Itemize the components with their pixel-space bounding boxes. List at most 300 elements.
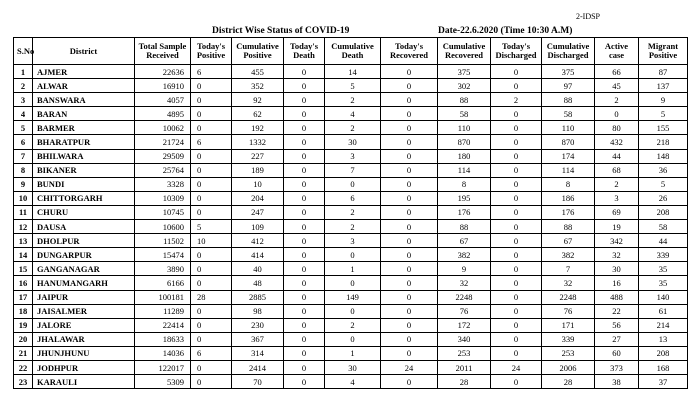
cell-cumulative-positive: 2414 — [232, 360, 284, 374]
cell-district: BANSWARA — [33, 93, 135, 107]
table-row — [14, 65, 688, 79]
cell-todays-discharged: 0 — [491, 149, 542, 163]
cell-todays-recovered: 0 — [381, 262, 438, 276]
cell-todays-positive: 6 — [191, 65, 232, 79]
cell-total-sample: 4057 — [135, 93, 191, 107]
cell-cumulative-discharged: 67 — [542, 234, 595, 248]
cell-todays-death: 0 — [284, 107, 325, 121]
cell-todays-recovered: 0 — [381, 304, 438, 318]
cell-total-sample: 5309 — [135, 375, 191, 389]
cell-cumulative-positive: 455 — [232, 65, 284, 79]
table-row — [14, 276, 688, 290]
cell-cumulative-positive: 227 — [232, 149, 284, 163]
cell-todays-positive: 0 — [191, 375, 232, 389]
cell-sno: 1 — [14, 65, 33, 79]
cell-cumulative-discharged: 171 — [542, 318, 595, 332]
cell-sno: 15 — [14, 262, 33, 276]
cell-total-sample: 4895 — [135, 107, 191, 121]
cell-todays-discharged: 0 — [491, 346, 542, 360]
cell-district: BARMER — [33, 121, 135, 135]
cell-total-sample: 29509 — [135, 149, 191, 163]
cell-migrant-positive: 61 — [639, 304, 688, 318]
cell-todays-positive: 0 — [191, 318, 232, 332]
cell-todays-positive: 0 — [191, 276, 232, 290]
cell-sno: 3 — [14, 93, 33, 107]
header-active-case: Active case — [595, 38, 639, 65]
table-row — [14, 220, 688, 234]
cell-todays-discharged: 0 — [491, 375, 542, 389]
cell-total-sample: 15474 — [135, 248, 191, 262]
cell-cumulative-discharged: 7 — [542, 262, 595, 276]
cell-todays-death: 0 — [284, 290, 325, 304]
cell-active-case: 80 — [595, 121, 639, 135]
cell-cumulative-discharged: 186 — [542, 191, 595, 205]
cell-todays-death: 0 — [284, 346, 325, 360]
cell-migrant-positive: 58 — [639, 220, 688, 234]
cell-total-sample: 21724 — [135, 135, 191, 149]
cell-todays-recovered: 0 — [381, 248, 438, 262]
cell-active-case: 2 — [595, 177, 639, 191]
cell-sno: 21 — [14, 346, 33, 360]
cell-district: HANUMANGARH — [33, 276, 135, 290]
table-row — [14, 135, 688, 149]
cell-todays-recovered: 0 — [381, 163, 438, 177]
cell-district: DHOLPUR — [33, 234, 135, 248]
document-code-label: 2-IDSP — [576, 12, 601, 21]
cell-cumulative-positive: 204 — [232, 191, 284, 205]
cell-district: CHITTORGARH — [33, 191, 135, 205]
cell-cumulative-death: 2 — [325, 318, 381, 332]
cell-cumulative-positive: 189 — [232, 163, 284, 177]
cell-total-sample: 10309 — [135, 191, 191, 205]
cell-cumulative-discharged: 2248 — [542, 290, 595, 304]
table-row — [14, 248, 688, 262]
cell-cumulative-death: 6 — [325, 191, 381, 205]
cell-cumulative-discharged: 58 — [542, 107, 595, 121]
cell-district: BUNDI — [33, 177, 135, 191]
cell-cumulative-recovered: 340 — [438, 332, 491, 346]
table-row — [14, 149, 688, 163]
cell-sno: 6 — [14, 135, 33, 149]
cell-migrant-positive: 137 — [639, 79, 688, 93]
cell-cumulative-recovered: 9 — [438, 262, 491, 276]
cell-cumulative-positive: 412 — [232, 234, 284, 248]
cell-todays-discharged: 0 — [491, 220, 542, 234]
cell-todays-positive: 0 — [191, 262, 232, 276]
cell-active-case: 38 — [595, 375, 639, 389]
cell-cumulative-positive: 1332 — [232, 135, 284, 149]
cell-district: JHUNJHUNU — [33, 346, 135, 360]
cell-cumulative-discharged: 2006 — [542, 360, 595, 374]
cell-cumulative-discharged: 375 — [542, 65, 595, 79]
cell-todays-discharged: 0 — [491, 262, 542, 276]
cell-todays-recovered: 0 — [381, 121, 438, 135]
table-row — [14, 346, 688, 360]
cell-total-sample: 16910 — [135, 79, 191, 93]
cell-todays-death: 0 — [284, 262, 325, 276]
cell-cumulative-positive: 10 — [232, 177, 284, 191]
cell-todays-death: 0 — [284, 318, 325, 332]
cell-cumulative-recovered: 88 — [438, 220, 491, 234]
cell-sno: 20 — [14, 332, 33, 346]
cell-cumulative-death: 7 — [325, 163, 381, 177]
cell-todays-positive: 0 — [191, 304, 232, 318]
cell-todays-recovered: 0 — [381, 107, 438, 121]
cell-cumulative-death: 0 — [325, 332, 381, 346]
cell-sno: 17 — [14, 290, 33, 304]
table-row — [14, 375, 688, 389]
cell-active-case: 60 — [595, 346, 639, 360]
cell-todays-positive: 0 — [191, 107, 232, 121]
cell-todays-discharged: 0 — [491, 304, 542, 318]
cell-district: BHARATPUR — [33, 135, 135, 149]
header-cumulative-recovered: Cumulative Recovered — [438, 38, 491, 65]
cell-cumulative-discharged: 28 — [542, 375, 595, 389]
cell-todays-death: 0 — [284, 121, 325, 135]
cell-cumulative-positive: 414 — [232, 248, 284, 262]
table-row — [14, 290, 688, 304]
cell-cumulative-death: 2 — [325, 205, 381, 219]
cell-total-sample: 18633 — [135, 332, 191, 346]
cell-cumulative-positive: 352 — [232, 79, 284, 93]
cell-todays-positive: 6 — [191, 135, 232, 149]
cell-cumulative-discharged: 176 — [542, 205, 595, 219]
header-todays-death: Today's Death — [284, 38, 325, 65]
cell-todays-discharged: 0 — [491, 332, 542, 346]
cell-todays-recovered: 0 — [381, 65, 438, 79]
cell-todays-death: 0 — [284, 135, 325, 149]
cell-cumulative-death: 30 — [325, 360, 381, 374]
cell-todays-discharged: 0 — [491, 290, 542, 304]
cell-cumulative-positive: 92 — [232, 93, 284, 107]
header-todays-recovered: Today's Recovered — [381, 38, 438, 65]
cell-district: AJMER — [33, 65, 135, 79]
cell-migrant-positive: 155 — [639, 121, 688, 135]
cell-sno: 12 — [14, 220, 33, 234]
cell-todays-death: 0 — [284, 234, 325, 248]
cell-todays-death: 0 — [284, 304, 325, 318]
cell-cumulative-death: 4 — [325, 107, 381, 121]
cell-todays-positive: 0 — [191, 93, 232, 107]
cell-cumulative-discharged: 76 — [542, 304, 595, 318]
cell-todays-discharged: 0 — [491, 248, 542, 262]
cell-cumulative-recovered: 195 — [438, 191, 491, 205]
cell-migrant-positive: 9 — [639, 93, 688, 107]
cell-cumulative-death: 2 — [325, 121, 381, 135]
cell-cumulative-recovered: 176 — [438, 205, 491, 219]
cell-migrant-positive: 26 — [639, 191, 688, 205]
cell-cumulative-recovered: 110 — [438, 121, 491, 135]
cell-total-sample: 10745 — [135, 205, 191, 219]
cell-todays-positive: 0 — [191, 121, 232, 135]
cell-cumulative-death: 1 — [325, 346, 381, 360]
cell-cumulative-death: 3 — [325, 149, 381, 163]
cell-sno: 9 — [14, 177, 33, 191]
table-row — [14, 234, 688, 248]
cell-cumulative-recovered: 28 — [438, 375, 491, 389]
cell-cumulative-discharged: 253 — [542, 346, 595, 360]
cell-sno: 13 — [14, 234, 33, 248]
cell-district: DUNGARPUR — [33, 248, 135, 262]
cell-cumulative-recovered: 67 — [438, 234, 491, 248]
cell-migrant-positive: 5 — [639, 107, 688, 121]
cell-active-case: 32 — [595, 248, 639, 262]
cell-todays-death: 0 — [284, 220, 325, 234]
cell-todays-discharged: 0 — [491, 318, 542, 332]
report-date: Date-22.6.2020 (Time 10:30 A.M) — [438, 26, 573, 36]
cell-migrant-positive: 35 — [639, 276, 688, 290]
cell-todays-discharged: 24 — [491, 360, 542, 374]
cell-todays-recovered: 0 — [381, 220, 438, 234]
cell-cumulative-positive: 62 — [232, 107, 284, 121]
header-migrant-positive: Migrant Positive — [639, 38, 688, 65]
cell-migrant-positive: 37 — [639, 375, 688, 389]
cell-total-sample: 22414 — [135, 318, 191, 332]
cell-todays-death: 0 — [284, 79, 325, 93]
district-status-table — [13, 37, 688, 389]
cell-cumulative-positive: 40 — [232, 262, 284, 276]
cell-active-case: 27 — [595, 332, 639, 346]
cell-cumulative-death: 0 — [325, 177, 381, 191]
cell-total-sample: 3328 — [135, 177, 191, 191]
cell-district: JAIPUR — [33, 290, 135, 304]
cell-migrant-positive: 214 — [639, 318, 688, 332]
cell-todays-positive: 0 — [191, 79, 232, 93]
cell-cumulative-discharged: 174 — [542, 149, 595, 163]
cell-total-sample: 3890 — [135, 262, 191, 276]
cell-cumulative-death: 149 — [325, 290, 381, 304]
table-header-row — [14, 38, 688, 65]
header-cumulative-positive: Cumulative Positive — [232, 38, 284, 65]
cell-migrant-positive: 148 — [639, 149, 688, 163]
cell-todays-positive: 0 — [191, 205, 232, 219]
cell-total-sample: 11502 — [135, 234, 191, 248]
table-row — [14, 79, 688, 93]
cell-todays-discharged: 0 — [491, 135, 542, 149]
header-sno: S.No — [14, 38, 33, 65]
cell-todays-death: 0 — [284, 205, 325, 219]
cell-cumulative-positive: 70 — [232, 375, 284, 389]
cell-todays-death: 0 — [284, 248, 325, 262]
cell-total-sample: 10062 — [135, 121, 191, 135]
cell-sno: 7 — [14, 149, 33, 163]
cell-sno: 16 — [14, 276, 33, 290]
cell-todays-death: 0 — [284, 332, 325, 346]
cell-migrant-positive: 218 — [639, 135, 688, 149]
header-todays-discharged: Today's Discharged — [491, 38, 542, 65]
cell-migrant-positive: 5 — [639, 177, 688, 191]
cell-cumulative-positive: 109 — [232, 220, 284, 234]
cell-todays-death: 0 — [284, 360, 325, 374]
cell-todays-discharged: 0 — [491, 107, 542, 121]
cell-cumulative-positive: 367 — [232, 332, 284, 346]
table-row — [14, 205, 688, 219]
cell-cumulative-death: 3 — [325, 234, 381, 248]
cell-district: BARAN — [33, 107, 135, 121]
cell-todays-positive: 0 — [191, 177, 232, 191]
cell-cumulative-recovered: 76 — [438, 304, 491, 318]
cell-todays-death: 0 — [284, 163, 325, 177]
cell-cumulative-discharged: 870 — [542, 135, 595, 149]
table-row — [14, 304, 688, 318]
cell-todays-positive: 0 — [191, 163, 232, 177]
cell-migrant-positive: 87 — [639, 65, 688, 79]
cell-cumulative-positive: 2885 — [232, 290, 284, 304]
cell-cumulative-discharged: 110 — [542, 121, 595, 135]
cell-cumulative-recovered: 8 — [438, 177, 491, 191]
cell-cumulative-positive: 247 — [232, 205, 284, 219]
header-cumulative-death: Cumulative Death — [325, 38, 381, 65]
cell-migrant-positive: 140 — [639, 290, 688, 304]
cell-cumulative-discharged: 32 — [542, 276, 595, 290]
cell-active-case: 2 — [595, 93, 639, 107]
cell-total-sample: 22636 — [135, 65, 191, 79]
cell-todays-positive: 0 — [191, 191, 232, 205]
cell-district: JHALAWAR — [33, 332, 135, 346]
cell-todays-discharged: 0 — [491, 65, 542, 79]
cell-todays-discharged: 0 — [491, 276, 542, 290]
cell-sno: 14 — [14, 248, 33, 262]
cell-total-sample: 100181 — [135, 290, 191, 304]
cell-sno: 8 — [14, 163, 33, 177]
table-row — [14, 107, 688, 121]
cell-active-case: 44 — [595, 149, 639, 163]
cell-todays-positive: 28 — [191, 290, 232, 304]
cell-cumulative-recovered: 375 — [438, 65, 491, 79]
cell-cumulative-positive: 192 — [232, 121, 284, 135]
cell-sno: 4 — [14, 107, 33, 121]
cell-migrant-positive: 13 — [639, 332, 688, 346]
cell-cumulative-death: 0 — [325, 304, 381, 318]
cell-cumulative-death: 0 — [325, 276, 381, 290]
cell-cumulative-discharged: 88 — [542, 93, 595, 107]
cell-active-case: 66 — [595, 65, 639, 79]
cell-todays-recovered: 0 — [381, 205, 438, 219]
table-row — [14, 318, 688, 332]
cell-migrant-positive: 36 — [639, 163, 688, 177]
cell-cumulative-recovered: 88 — [438, 93, 491, 107]
cell-todays-death: 0 — [284, 375, 325, 389]
cell-migrant-positive: 208 — [639, 205, 688, 219]
cell-todays-recovered: 0 — [381, 79, 438, 93]
cell-todays-positive: 0 — [191, 360, 232, 374]
cell-todays-death: 0 — [284, 149, 325, 163]
cell-todays-positive: 6 — [191, 346, 232, 360]
cell-cumulative-recovered: 114 — [438, 163, 491, 177]
cell-cumulative-discharged: 382 — [542, 248, 595, 262]
cell-todays-recovered: 24 — [381, 360, 438, 374]
cell-todays-discharged: 0 — [491, 205, 542, 219]
header-district: District — [33, 38, 135, 65]
table-row — [14, 191, 688, 205]
cell-cumulative-recovered: 382 — [438, 248, 491, 262]
cell-active-case: 19 — [595, 220, 639, 234]
cell-todays-discharged: 0 — [491, 234, 542, 248]
cell-todays-recovered: 0 — [381, 290, 438, 304]
cell-todays-recovered: 0 — [381, 276, 438, 290]
cell-cumulative-death: 30 — [325, 135, 381, 149]
cell-total-sample: 10600 — [135, 220, 191, 234]
cell-cumulative-discharged: 88 — [542, 220, 595, 234]
cell-cumulative-positive: 314 — [232, 346, 284, 360]
cell-cumulative-death: 4 — [325, 375, 381, 389]
cell-todays-positive: 5 — [191, 220, 232, 234]
cell-total-sample: 11289 — [135, 304, 191, 318]
cell-todays-positive: 0 — [191, 332, 232, 346]
table-row — [14, 163, 688, 177]
cell-todays-discharged: 0 — [491, 177, 542, 191]
table-row — [14, 332, 688, 346]
report-title: District Wise Status of COVID-19 — [212, 26, 350, 36]
cell-todays-recovered: 0 — [381, 346, 438, 360]
cell-todays-discharged: 0 — [491, 79, 542, 93]
cell-cumulative-death: 1 — [325, 262, 381, 276]
cell-todays-recovered: 0 — [381, 375, 438, 389]
cell-active-case: 56 — [595, 318, 639, 332]
cell-migrant-positive: 168 — [639, 360, 688, 374]
cell-cumulative-death: 2 — [325, 93, 381, 107]
cell-district: JALORE — [33, 318, 135, 332]
cell-todays-discharged: 2 — [491, 93, 542, 107]
cell-cumulative-death: 0 — [325, 248, 381, 262]
cell-district: GANGANAGAR — [33, 262, 135, 276]
cell-district: DAUSA — [33, 220, 135, 234]
cell-active-case: 30 — [595, 262, 639, 276]
cell-total-sample: 25764 — [135, 163, 191, 177]
cell-cumulative-death: 5 — [325, 79, 381, 93]
cell-district: JAISALMER — [33, 304, 135, 318]
cell-active-case: 45 — [595, 79, 639, 93]
table-row — [14, 93, 688, 107]
cell-sno: 19 — [14, 318, 33, 332]
cell-migrant-positive: 44 — [639, 234, 688, 248]
cell-district: BIKANER — [33, 163, 135, 177]
cell-total-sample: 122017 — [135, 360, 191, 374]
cell-cumulative-recovered: 58 — [438, 107, 491, 121]
header-total-sample: Total Sample Received — [135, 38, 191, 65]
cell-cumulative-recovered: 302 — [438, 79, 491, 93]
cell-sno: 2 — [14, 79, 33, 93]
cell-sno: 10 — [14, 191, 33, 205]
table-row — [14, 360, 688, 374]
table-row — [14, 177, 688, 191]
cell-total-sample: 6166 — [135, 276, 191, 290]
cell-sno: 5 — [14, 121, 33, 135]
cell-cumulative-death: 2 — [325, 220, 381, 234]
cell-cumulative-recovered: 32 — [438, 276, 491, 290]
cell-active-case: 432 — [595, 135, 639, 149]
cell-todays-positive: 0 — [191, 248, 232, 262]
cell-todays-death: 0 — [284, 276, 325, 290]
header-cumulative-discharged: Cumulative Discharged — [542, 38, 595, 65]
cell-todays-recovered: 0 — [381, 234, 438, 248]
cell-todays-discharged: 0 — [491, 163, 542, 177]
cell-todays-death: 0 — [284, 65, 325, 79]
cell-todays-death: 0 — [284, 191, 325, 205]
cell-todays-discharged: 0 — [491, 121, 542, 135]
cell-migrant-positive: 339 — [639, 248, 688, 262]
cell-todays-recovered: 0 — [381, 177, 438, 191]
cell-cumulative-discharged: 8 — [542, 177, 595, 191]
cell-cumulative-recovered: 2248 — [438, 290, 491, 304]
cell-todays-recovered: 0 — [381, 318, 438, 332]
cell-cumulative-recovered: 253 — [438, 346, 491, 360]
cell-active-case: 68 — [595, 163, 639, 177]
cell-todays-discharged: 0 — [491, 191, 542, 205]
cell-cumulative-discharged: 339 — [542, 332, 595, 346]
cell-todays-death: 0 — [284, 177, 325, 191]
cell-sno: 18 — [14, 304, 33, 318]
